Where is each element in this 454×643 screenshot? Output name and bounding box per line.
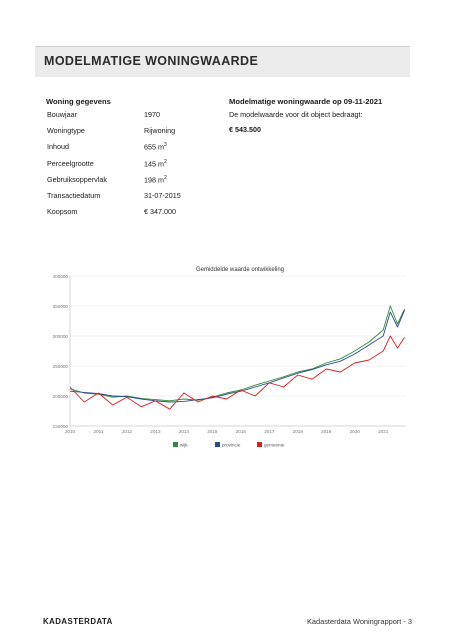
row-bouwjaar xyxy=(46,110,160,126)
x-tick-label: 2012 xyxy=(121,429,133,434)
x-tick-label: 2019 xyxy=(321,429,332,434)
x-tick-label: 2018 xyxy=(292,429,303,434)
y-tick-label: 350000 xyxy=(52,304,68,309)
row-value: Rijwoning xyxy=(144,126,176,136)
row-label: Gebruiksoppervlak xyxy=(47,174,107,184)
woning-gegevens xyxy=(46,97,181,223)
x-tick-label: 2013 xyxy=(150,429,161,434)
row-woningtype xyxy=(46,126,176,142)
row-value-wrap xyxy=(144,175,167,184)
x-tick-label: 2015 xyxy=(207,429,218,434)
y-tick-label: 200000 xyxy=(52,394,68,399)
row-value: € 347.000 xyxy=(144,207,176,217)
model-value: € 543.500 xyxy=(229,125,261,134)
value-development-chart xyxy=(30,260,420,450)
chart-grid xyxy=(70,276,406,426)
row-label: Woningtype xyxy=(47,126,85,136)
woning-heading: Woning gegevens xyxy=(46,97,111,106)
footer-page-label: Kadasterdata Woningrapport - 3 xyxy=(306,617,412,626)
y-tick-label: 400000 xyxy=(52,274,68,279)
model-description: De modelwaarde voor dit object bedraagt: xyxy=(229,110,363,119)
row-koopsom xyxy=(46,207,176,223)
row-inhoud xyxy=(46,142,167,158)
row-transactiedatum xyxy=(46,190,181,207)
row-label: Bouwjaar xyxy=(47,110,77,119)
legend-label: wijk xyxy=(180,442,188,448)
row-label: Transactiedatum xyxy=(47,190,101,200)
y-axis-ticks xyxy=(53,274,69,429)
x-tick-label: 2010 xyxy=(64,429,76,434)
series-line-provincie xyxy=(70,310,405,402)
row-label: Inhoud xyxy=(47,142,69,152)
y-tick-label: 250000 xyxy=(52,364,68,369)
footer-brand: KADASTERDATA xyxy=(43,617,113,626)
x-tick-label: 2017 xyxy=(264,429,275,434)
unit-exponent: 3 xyxy=(163,142,167,149)
row-value-wrap xyxy=(144,159,167,168)
chart-series xyxy=(70,306,405,409)
x-tick-label: 2020 xyxy=(349,429,360,434)
legend-label: gemeente xyxy=(264,442,285,448)
legend-label: provincie xyxy=(222,442,241,448)
row-gebruiksoppervlak xyxy=(46,174,167,191)
series-line-gemeente xyxy=(70,336,405,409)
row-value: 1970 xyxy=(144,110,160,119)
x-tick-label: 2016 xyxy=(235,429,246,434)
model-heading: Modelmatige woningwaarde op 09-11-2021 xyxy=(229,97,383,106)
x-tick-label: 2014 xyxy=(178,429,190,434)
legend-swatch xyxy=(173,442,178,447)
y-tick-label: 300000 xyxy=(52,334,68,339)
chart-legend xyxy=(173,442,285,448)
x-tick-label: 2021 xyxy=(378,429,389,434)
y-tick-label: 150000 xyxy=(52,424,68,429)
row-label: Koopsom xyxy=(47,207,78,217)
unit-exponent: 2 xyxy=(163,174,167,181)
legend-swatch xyxy=(215,442,220,447)
section-title-bar xyxy=(35,46,410,77)
x-tick-label: 2011 xyxy=(93,429,104,434)
row-value-wrap xyxy=(144,142,167,151)
series-line-wijk xyxy=(70,306,405,401)
row-value: 655 m xyxy=(144,142,164,152)
row-perceelgrootte xyxy=(46,158,167,175)
unit-exponent: 2 xyxy=(163,158,167,165)
modelwaarde-block xyxy=(229,97,419,134)
row-label: Perceelgrootte xyxy=(47,158,94,168)
x-axis-ticks xyxy=(65,429,389,434)
row-value: 145 m xyxy=(144,158,164,168)
row-value: 31-07-2015 xyxy=(144,190,181,200)
legend-swatch xyxy=(257,442,262,447)
page-title: MODELMATIGE WONINGWAARDE xyxy=(44,54,259,68)
chart-title: Gemiddelde waarde ontwikkeling xyxy=(195,267,285,273)
row-value: 198 m xyxy=(144,175,164,185)
